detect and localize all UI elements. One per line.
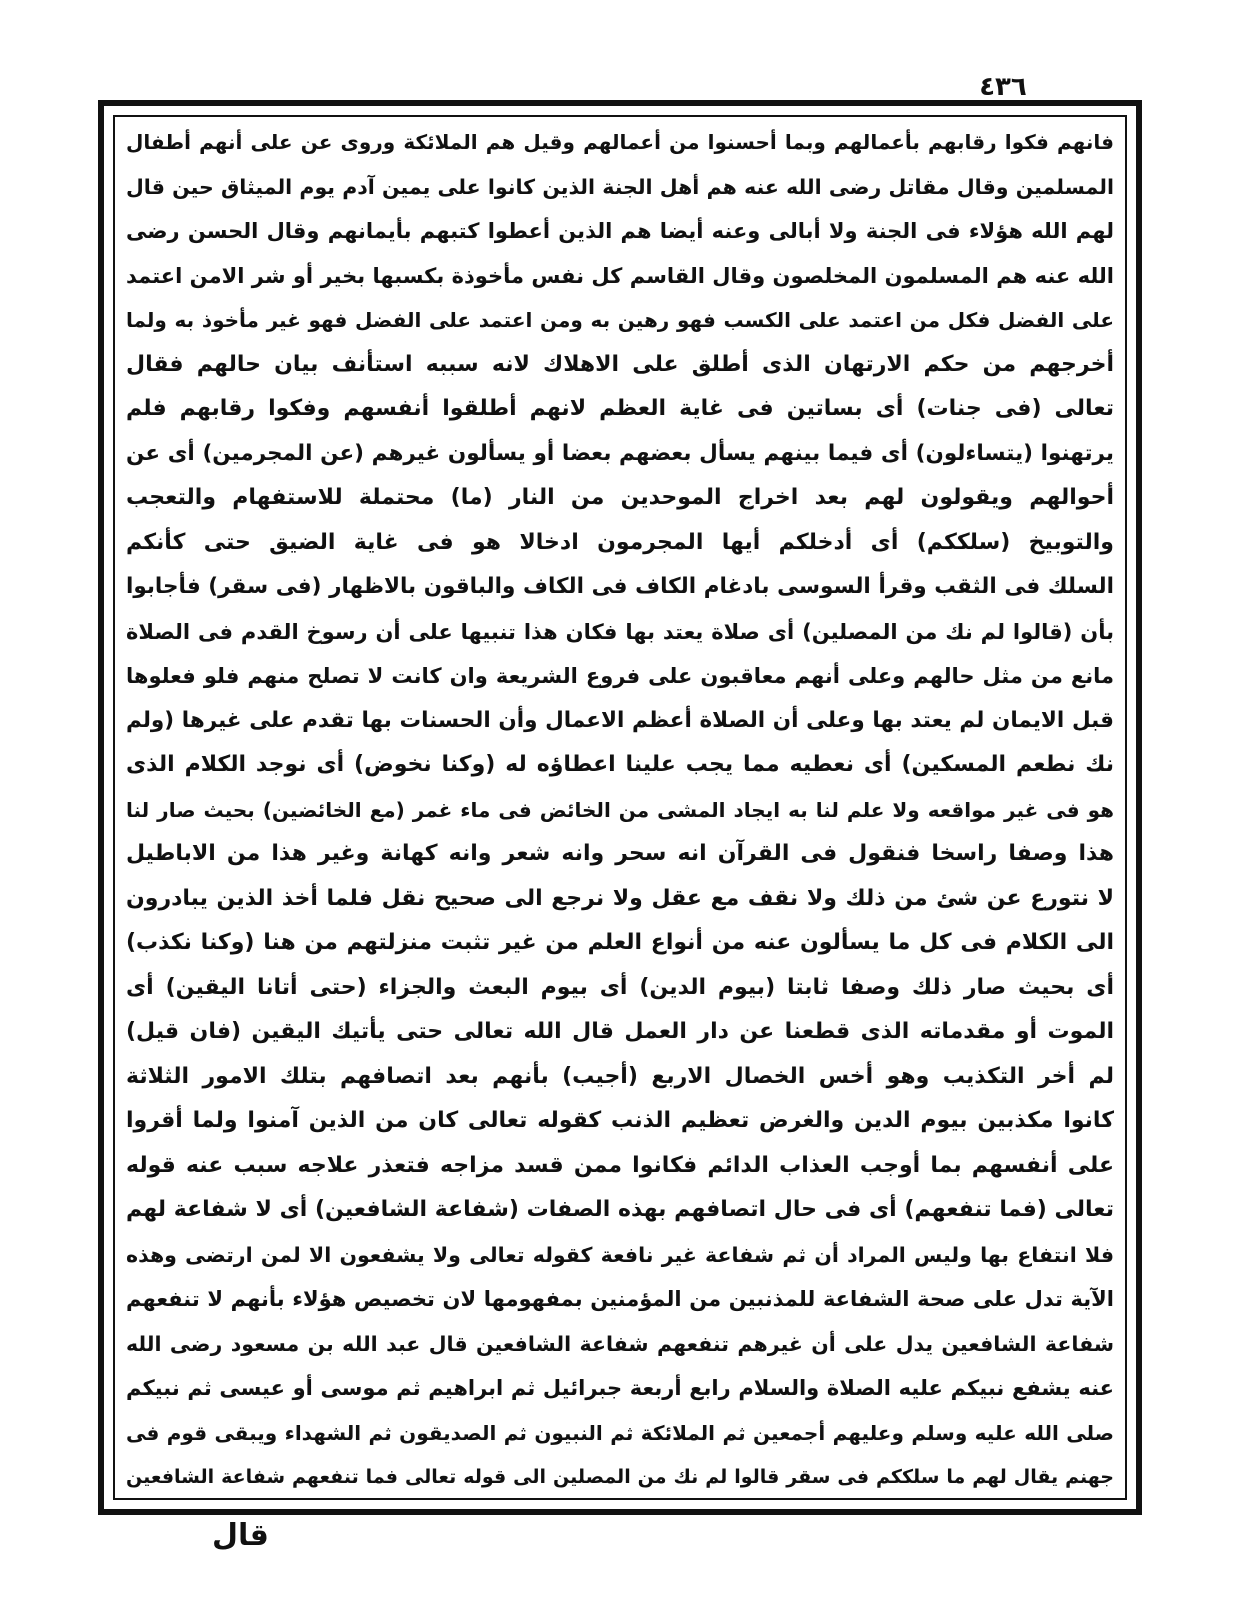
text-line: فانهم فكوا رقابهم بأعمالهم وبما أحسنوا من أعمالهم وقيل هم الملائكة وروى عن على أنهم أطفال [126, 130, 1114, 154]
text-line: لهم الله هؤلاء فى الجنة ولا أبالى وعنه أيضا هم الذين أعطوا كتبهم بأيمانهم وقال الحسن رضى [126, 219, 1114, 243]
text-line: والتوبيخ (سلككم) أى أدخلكم أيها المجرمون ادخالا هو فى غاية الضيق حتى كأنكم [126, 529, 1114, 555]
text-line: لم أخر التكذيب وهو أخس الخصال الاربع (أجيب) بأنهم بعد اتصافهم بتلك الامور الثلاثة [126, 1063, 1114, 1089]
text-line: قبل الايمان لم يعتد بها وعلى أن الصلاة أعظم الاعمال وأن الحسنات بها تقدم على غيرها (ولم [126, 707, 1114, 733]
main-text-block [126, 124, 1114, 1495]
text-line: شفاعة الشافعين يدل على أن غيرهم تنفعهم شفاعة الشافعين قال عبد الله بن مسعود رضى الله [126, 1331, 1114, 1356]
text-line: أخرجهم من حكم الارتهان الذى أطلق على الاهلاك لانه سببه استأنف بيان حالهم فقال [126, 351, 1114, 377]
text-line: مانع من مثل حالهم وعلى أنهم معاقبون على فروع الشريعة وان كانت لا تصلح منهم فلو فعلوها [126, 664, 1114, 688]
text-line: السلك فى الثقب وقرأ السوسى بادغام الكاف فى الكاف والباقون بالاظهار (فى سقر) فأجابوا [126, 574, 1114, 599]
text-line: على الفضل فكل من اعتمد على الكسب فهو رهين به ومن اعتمد على الفضل فهو غير مأخوذ به ولما [126, 308, 1114, 332]
text-line: الله عنه هم المسلمون المخلصون وقال القاسم كل نفس مأخوذة بكسبها بخير أو شر الامن اعتمد [126, 263, 1114, 288]
text-line: جهنم يقال لهم ما سلككم فى سقر قالوا لم نك من المصلين الى قوله تعالى فما تنفعهم شفاعة الشافعين [126, 1466, 1114, 1488]
text-line: نك نطعم المسكين) أى نعطيه مما يجب علينا اعطاؤه له (وكنا نخوض) أى نوجد الكلام الذى [126, 752, 1114, 777]
text-line: أى بحيث صار ذلك وصفا ثابتا (بيوم الدين) أى بيوم البعث والجزاء (حتى أتانا اليقين) أى [126, 974, 1114, 1000]
text-line: لا نتورع عن شئ من ذلك ولا نقف مع عقل ولا نرجع الى صحيح نقل فلما أخذ الذين يبادرون [126, 885, 1114, 911]
text-line: الآية تدل على صحة الشفاعة للمذنبين من المؤمنين بمفهومها لان تخصيص هؤلاء بأنهم لا تنفعهم [126, 1287, 1114, 1311]
text-line: هو فى غير مواقعه ولا علم لنا به ايجاد المشى من الخائض فى ماء غمر (مع الخائضين) بحيث صار لنا [126, 797, 1114, 822]
text-line: يرتهنوا (يتساءلون) أى فيما بينهم يسأل بعضهم بعضا أو يسألون غيرهم (عن المجرمين) أى عن [126, 440, 1114, 466]
page-number: ٤٣٦ [979, 72, 1027, 102]
text-line: أحوالهم ويقولون لهم بعد اخراج الموحدين من النار (ما) محتملة للاستفهام والتعجب [126, 485, 1114, 510]
text-line: بأن (قالوا لم نك من المصلين) أى صلاة يعتد بها فكان هذا تنبيها على أن رسوخ القدم فى الصلاة [126, 619, 1114, 644]
text-line: فلا انتفاع بها وليس المراد أن ثم شفاعة غير نافعة كقوله تعالى ولا يشفعون الا لمن ارتضى وهذه [126, 1242, 1114, 1267]
text-line: الى الكلام فى كل ما يسألون عنه من أنواع العلم من غير تثبت منزلتهم من هنا (وكنا نكذب) [126, 930, 1114, 955]
text-line: الموت أو مقدماته الذى قطعنا عن دار العمل قال الله تعالى حتى يأتيك اليقين (فان قيل) [126, 1019, 1114, 1044]
text-line: عنه يشفع نبيكم عليه الصلاة والسلام رابع أربعة جبرائيل ثم ابراهيم ثم موسى أو عيسى ثم نبيكم [126, 1376, 1114, 1400]
text-line: المسلمين وقال مقاتل رضى الله عنه هم أهل الجنة الذين كانوا على يمين آدم يوم الميثاق حين قال [126, 174, 1114, 199]
text-line: تعالى (فما تنفعهم) أى فى حال اتصافهم بهذه الصفات (شفاعة الشافعين) أى لا شفاعة لهم [126, 1197, 1114, 1222]
text-line: تعالى (فى جنات) أى بساتين فى غاية العظم لانهم أطلقوا أنفسهم وفكوا رقابهم فلم [126, 396, 1114, 421]
text-line: كانوا مكذبين بيوم الدين والغرض تعظيم الذنب كقوله تعالى كان من الذين آمنوا ولما أقروا [126, 1108, 1114, 1133]
text-line: على أنفسهم بما أوجب العذاب الدائم فكانوا ممن قسد مزاجه فتعذر علاجه سبب عنه قوله [126, 1152, 1114, 1178]
text-line: صلى الله عليه وسلم وعليهم أجمعين ثم الملائكة ثم النبيون ثم الصديقون ثم الشهداء ويبقى قوم فى [126, 1420, 1114, 1445]
text-line: هذا وصفا راسخا فنقول فى القرآن انه سحر وانه شعر وانه كهانة وغير هذا من الاباطيل [126, 841, 1114, 866]
page-frame [98, 100, 1142, 1515]
catchword: قال [212, 1518, 269, 1553]
